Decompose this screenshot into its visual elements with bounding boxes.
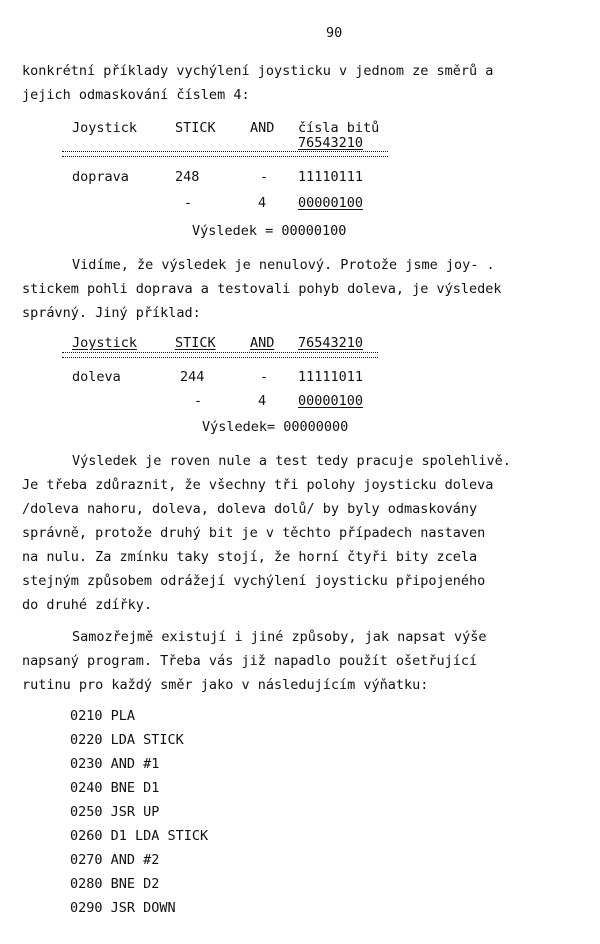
header-separator xyxy=(62,352,378,358)
text-line: rutinu pro každý směr jako v následujícím výňatku: xyxy=(22,677,429,693)
table-header-bits: čísla bitů xyxy=(298,120,380,136)
table-header-bit-positions: 76543210 xyxy=(298,135,364,151)
code-line: 0260 D1 LDA STICK xyxy=(70,828,209,844)
table-header-joystick: Joystick xyxy=(72,335,138,351)
row-stick-value: 248 xyxy=(175,169,200,185)
table-header-stick: STICK xyxy=(175,120,216,136)
text-line: /doleva nahoru, doleva, doleva dolů/ by byly odmaskovány xyxy=(22,501,478,517)
row-mask-value: 4 xyxy=(258,393,267,409)
row-bits: 11110111 xyxy=(298,169,364,185)
text-line: konkrétní příklady vychýlení joysticku v jednom ze směrů a xyxy=(22,63,494,79)
code-line: 0280 BNE D2 xyxy=(70,876,160,892)
row-operator: - xyxy=(260,169,269,185)
row-operator: - xyxy=(260,369,269,385)
table-header-stick: STICK xyxy=(175,335,216,351)
result-line: Výsledek = 00000100 xyxy=(192,223,347,239)
text-line: správný. Jiný příklad: xyxy=(22,305,201,321)
row-label: doprava xyxy=(72,169,129,185)
code-line: 0290 JSR DOWN xyxy=(70,900,176,916)
row-mask-value: 4 xyxy=(258,195,267,211)
text-line: Je třeba zdůraznit, že všechny tři polohy joysticku doleva xyxy=(22,477,494,493)
table-header-joystick: Joystick xyxy=(72,120,138,136)
row-bits: 00000100 xyxy=(298,195,364,211)
row-operator: - xyxy=(194,393,203,409)
row-operator: - xyxy=(184,195,193,211)
text-line: správně, protože druhý bit je v těchto případech nastaven xyxy=(22,525,486,541)
row-label: doleva xyxy=(72,369,121,385)
text-line: na nulu. Za zmínku taky stojí, že horní čtyři bity zcela xyxy=(22,549,478,565)
text-line: Vidíme, že výsledek je nenulový. Protože jsme joy- . xyxy=(72,257,495,273)
result-line: Výsledek= 00000000 xyxy=(202,419,349,435)
text-line: jejich odmaskování číslem 4: xyxy=(22,87,250,103)
code-line: 0240 BNE D1 xyxy=(70,780,160,796)
code-line: 0230 AND #1 xyxy=(70,756,160,772)
table-header-bit-positions: 76543210 xyxy=(298,335,364,351)
header-separator xyxy=(62,151,388,157)
text-line: Samozřejmě existují i jiné způsoby, jak napsat výše xyxy=(72,629,487,645)
text-line: napsaný program. Třeba vás již napadlo použít ošetřující xyxy=(22,653,478,669)
text-line: do druhé zdířky. xyxy=(22,597,153,613)
text-line: stickem pohli doprava a testovali pohyb doleva, je výsledek xyxy=(22,281,502,297)
text-line: stejným způsobem odrážejí vychýlení joysticku připojeného xyxy=(22,573,486,589)
text-line: Výsledek je roven nule a test tedy pracuje spolehlivě. xyxy=(72,453,511,469)
code-line: 0250 JSR UP xyxy=(70,804,160,820)
code-line: 0270 AND #2 xyxy=(70,852,160,868)
page-number: 90 xyxy=(326,25,343,41)
table-header-and: AND xyxy=(250,120,275,136)
row-bits: 00000100 xyxy=(298,393,364,409)
table-header-and: AND xyxy=(250,335,275,351)
code-line: 0220 LDA STICK xyxy=(70,732,184,748)
row-bits: 11111011 xyxy=(298,369,364,385)
code-line: 0210 PLA xyxy=(70,708,136,724)
row-stick-value: 244 xyxy=(180,369,205,385)
